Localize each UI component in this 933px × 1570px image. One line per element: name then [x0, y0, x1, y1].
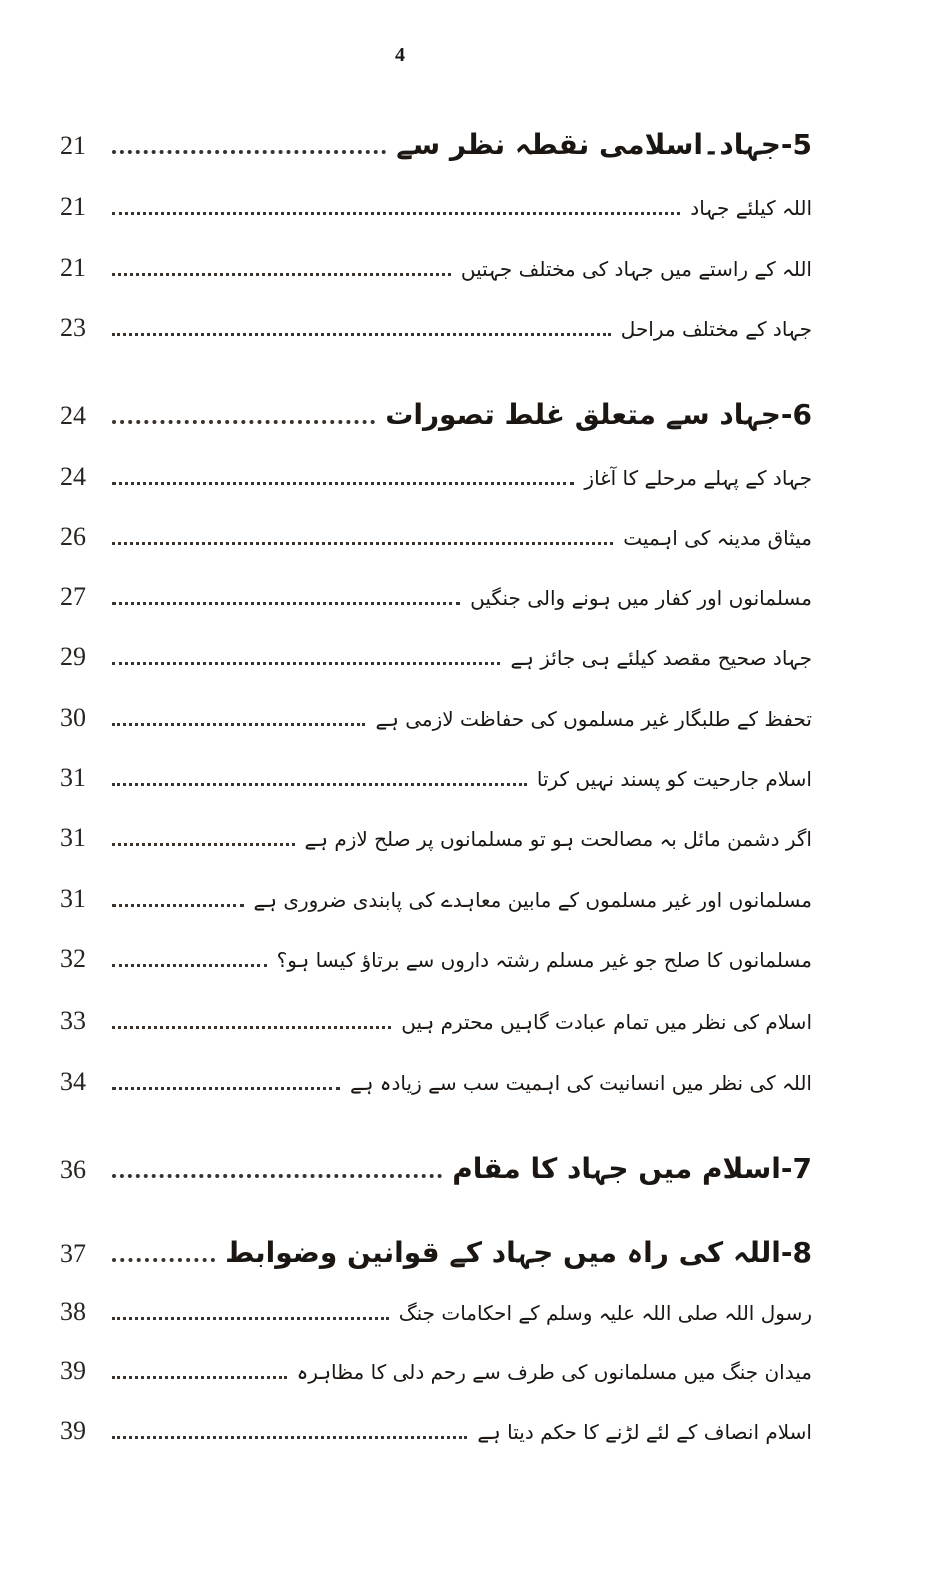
toc-entry: [60, 192, 812, 222]
section-title: اسلام جارحیت کو پسند نہیں کرتا: [536, 767, 812, 791]
toc-page-number: 30: [60, 703, 86, 732]
dot-leader: [112, 150, 386, 154]
section-title: مسلمانوں اور کفار میں ہونے والی جنگیں: [470, 586, 812, 610]
toc-entry: [60, 884, 812, 914]
dot-leader: [112, 964, 267, 967]
section-title: جہاد صحیح مقصد کیلئے ہی جائز ہے: [510, 646, 812, 670]
toc-chapter-entry: [60, 1236, 812, 1269]
toc-page-number: 31: [60, 823, 86, 852]
toc-page-number: 21: [60, 192, 86, 221]
toc-entry: [60, 582, 812, 612]
toc-entry: [60, 1416, 812, 1446]
section-title: میدان جنگ میں مسلمانوں کی طرف سے رحم دلی کا مظاہرہ: [296, 1360, 812, 1384]
toc-entry: [60, 462, 812, 492]
dot-leader: [112, 602, 460, 605]
section-title: جہاد کے پہلے مرحلے کا آغاز: [584, 466, 812, 490]
dot-leader: [112, 212, 680, 215]
toc-entry: [60, 522, 812, 552]
toc-page-number: 26: [60, 522, 86, 551]
toc-entry: [60, 1067, 812, 1097]
toc-page-number: 24: [60, 401, 86, 430]
toc-page-number: 29: [60, 642, 86, 671]
toc-page-number: 36: [60, 1155, 86, 1184]
toc-page-number: 21: [60, 131, 86, 160]
toc-page-number: 34: [60, 1067, 86, 1096]
dot-leader: [112, 1436, 467, 1439]
toc-entry: [60, 253, 812, 283]
toc-page-number: 37: [60, 1239, 86, 1268]
toc-entry: [60, 823, 812, 853]
dot-leader: [112, 723, 365, 726]
section-title: اللہ کیلئے جہاد: [690, 196, 812, 220]
section-title: اگر دشمن مائل بہ مصالحت ہو تو مسلمانوں پر صلح لازم ہے: [304, 827, 812, 851]
dot-leader: [112, 1376, 287, 1379]
dot-leader: [112, 662, 500, 665]
toc-chapter-entry: [60, 1152, 812, 1185]
dot-leader: [112, 1317, 389, 1320]
chapter-title: 6-جہاد سے متعلق غلط تصورات: [385, 398, 812, 431]
dot-leader: [112, 1258, 215, 1262]
dot-leader: [112, 1087, 340, 1090]
chapter-title: 5-جہاد۔اسلامی نقطہ نظر سے: [396, 128, 812, 161]
toc-entry: [60, 703, 812, 733]
dot-leader: [112, 843, 295, 846]
toc-page-number: 31: [60, 884, 86, 913]
toc-page-number: 24: [60, 462, 86, 491]
section-title: رسول اللہ صلی اللہ علیہ وسلم کے احکامات جنگ: [398, 1301, 812, 1325]
toc-page-number: 27: [60, 582, 86, 611]
section-title: مسلمانوں کا صلح جو غیر مسلم رشتہ داروں سے برتاؤ کیسا ہو؟: [276, 948, 812, 972]
section-title: مسلمانوں اور غیر مسلموں کے مابین معاہدے کی پابندی ضروری ہے: [253, 888, 812, 912]
section-title: اسلام کی نظر میں تمام عبادت گاہیں محترم ہیں: [401, 1010, 812, 1034]
section-title: اللہ کی نظر میں انسانیت کی اہمیت سب سے زیادہ ہے: [350, 1071, 812, 1095]
toc-entry: [60, 1006, 812, 1036]
toc-entry: [60, 763, 812, 793]
toc-page-number: 38: [60, 1297, 86, 1326]
dot-leader: [112, 904, 244, 907]
toc-entry: [60, 1356, 812, 1386]
chapter-title: 7-اسلام میں جہاد کا مقام: [452, 1152, 812, 1185]
dot-leader: [112, 1026, 391, 1029]
dot-leader: [112, 542, 613, 545]
dot-leader: [112, 333, 611, 336]
toc-entry: [60, 313, 812, 343]
toc-page-number: 32: [60, 944, 86, 973]
toc-page-number: 33: [60, 1006, 86, 1035]
toc-chapter-entry: [60, 128, 812, 161]
toc-chapter-entry: [60, 398, 812, 431]
dot-leader: [112, 420, 375, 424]
section-title: تحفظ کے طلبگار غیر مسلموں کی حفاظت لازمی ہے: [375, 707, 812, 731]
dot-leader: [112, 482, 574, 485]
section-title: جہاد کے مختلف مراحل: [620, 317, 812, 341]
toc-entry: [60, 944, 812, 974]
toc-page-number: 23: [60, 313, 86, 342]
toc-page-number: 31: [60, 763, 86, 792]
toc-page-number: 39: [60, 1356, 86, 1385]
chapter-title: 8-اللہ کی راہ میں جہاد کے قوانین وضوابط: [225, 1236, 812, 1269]
dot-leader: [112, 273, 451, 276]
section-title: اسلام انصاف کے لئے لڑنے کا حکم دیتا ہے: [477, 1420, 812, 1444]
section-title: اللہ کے راستے میں جہاد کی مختلف جہتیں: [460, 257, 812, 281]
section-title: میثاق مدینہ کی اہمیت: [623, 526, 812, 550]
toc-entry: [60, 642, 812, 672]
dot-leader: [112, 1174, 442, 1178]
toc-entry: [60, 1297, 812, 1327]
toc-page-number: 21: [60, 253, 86, 282]
page-number: 4: [395, 44, 405, 66]
toc-page-number: 39: [60, 1416, 86, 1445]
dot-leader: [112, 783, 527, 786]
